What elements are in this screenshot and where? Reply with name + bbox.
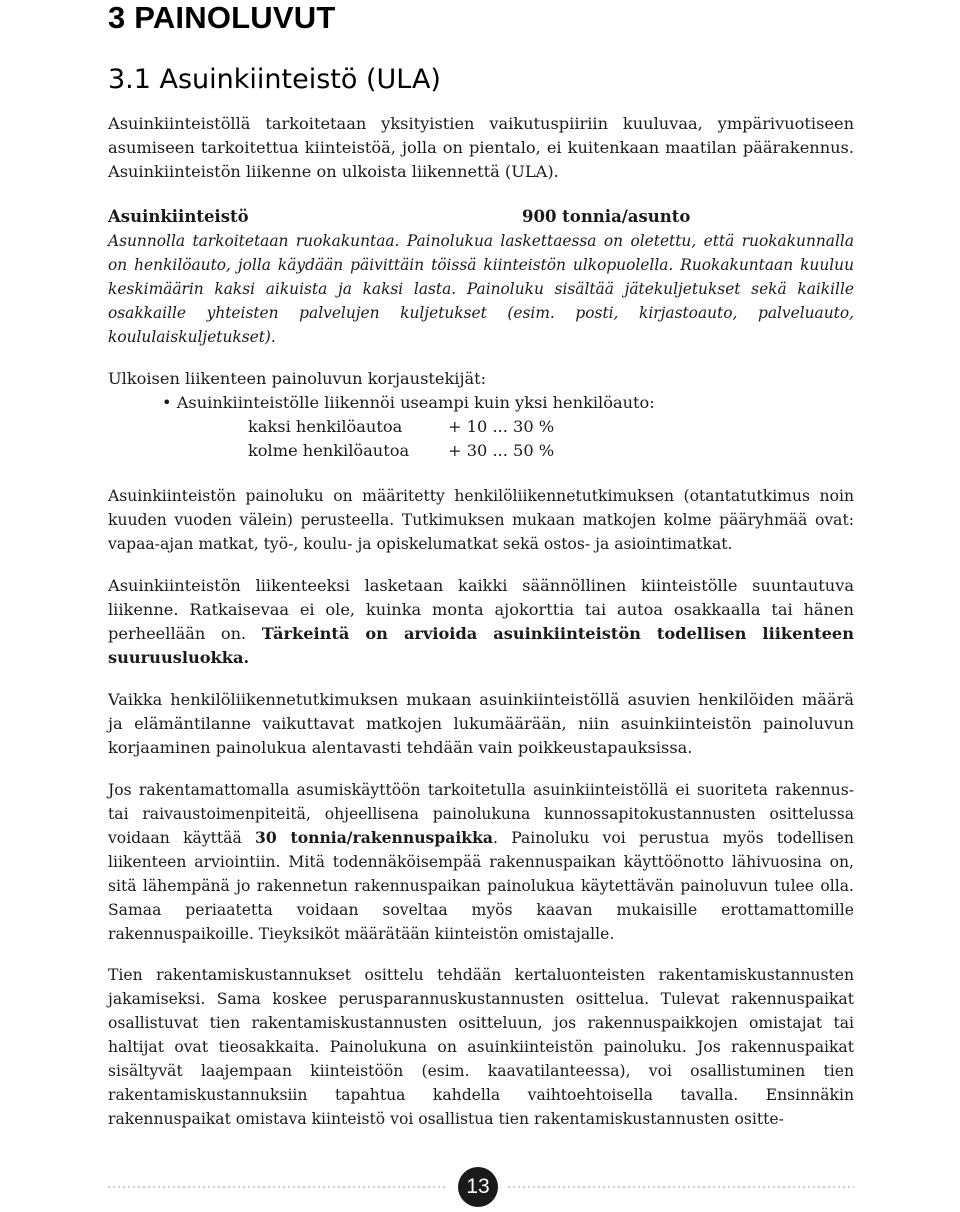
paragraph-traffic (108, 574, 854, 670)
correction-label: kolme henkilöautoa (248, 441, 410, 460)
intro-paragraph: Asuinkiinteistöllä tarkoitetaan yksityistien vaikutuspiiriin kuuluvaa, ympärivuotiseen asumiseen tarkoitettua kiinteistöä, jolla on pientalo, ei kuitenkaan maatilan päärakennus. Asuinkiinteistön liikenne on ulkoista liikennettä (ULA). (108, 114, 854, 181)
paragraph-unbuilt-emphasis: 30 tonnia/rakennuspaikka (255, 828, 493, 847)
category-name: Asuinkiinteistö (108, 207, 249, 226)
category-value: 900 tonnia/asunto (522, 207, 691, 226)
section-heading: 3.1 Asuinkiinteistö (ULA) (108, 64, 441, 95)
paragraph-construction-costs: Tien rakentamiskustannukset osittelu tehdään kertaluonteisten rakentamiskustannusten jakamiseksi. Sama koskee perusparannuskustannusten osittelua. Tulevat rakennuspaikat osallistuvat tien rakentamiskustannusten ositteluun, jos rakennuspaikkojen omistajat tai haltijat ovat tieosakkaita. Painolukuna on asuinkiinteistön painoluku. Jos rakennuspaikat sisältyvät laajempaan kiinteistöön (esim. kaavatilanteessa), voi osallistuminen tien rakentamiskustannuksiin tapahtua kahdella vaihtoehtoisella tavalla. Ensinnäkin rakennuspaikat omistava kiinteistö voi osallistua tien rakentamiskustannusten ositte- (108, 966, 854, 1128)
paragraph-exceptions: Vaikka henkilöliikennetutkimuksen mukaan asuinkiinteistöllä asuvien henkilöiden määrä ja elämäntilanne vaikuttavat matkojen lukumäärään, niin asuinkiinteistön painoluvun korjaaminen painolukua alentavasti tehdään vain poikkeustapauksissa. (108, 690, 854, 757)
page-number-badge: 13 (458, 1167, 498, 1207)
category-description: Asunnolla tarkoitetaan ruokakuntaa. Painolukua laskettaessa on oletettu, että ruokakunnalla on henkilöauto, jolla käydään päivittäin töissä kiinteistön ulkopuolella. Ruokakuntaan kuuluu keskimäärin kaksi aikuista ja kaksi lasta. Painoluku sisältää jätekuljetukset sekä kaikille osakkaille yhteisten palvelujen kuljetukset (esim. posti, kirjastoauto, palveluauto, koululaiskuljetukset). (108, 232, 854, 346)
paragraph-unbuilt-text: Jos rakentamattomalla asumiskäyttöön tarkoitetulla asuinkiinteistöllä ei suoriteta rakennus- tai raivaustoimenpiteitä, ohjeellisena painolukuna kunnossapitokustannusten osittelussa voidaan käyttää (108, 781, 854, 847)
correction-label: kaksi henkilöautoa (248, 417, 403, 436)
footer-rule-right (508, 1186, 854, 1188)
bullet-text: Asuinkiinteistölle liikennöi useampi kuin yksi henkilöauto: (176, 393, 655, 412)
corrections-title: Ulkoisen liikenteen painoluvun korjaustekijät: (108, 369, 487, 388)
paragraph-traffic-emphasis: Tärkeintä on arvioida asuinkiinteistön todellisen liikenteen suuruusluokka. (108, 624, 854, 667)
paragraph-survey: Asuinkiinteistön painoluku on määritetty henkilöliikennetutkimuksen (otantatutkimus noin kuuden vuoden välein) perusteella. Tutkimuksen mukaan matkojen kolme pääryhmää ovat: vapaa-ajan matkat, työ-, koulu- ja opiskelumatkat sekä ostos- ja asiointimatkat. (108, 487, 854, 553)
bullet-dot: • (162, 393, 172, 412)
footer-rule-left (108, 1186, 448, 1188)
paragraph-traffic-text: Asuinkiinteistön liikenteeksi lasketaan kaikki säännöllinen kiinteistölle suuntautuva liikenne. Ratkaisevaa ei ole, kuinka monta ajokorttia tai autoa osakkaalla tai hänen perheellään on. (108, 576, 854, 643)
category-row (108, 205, 854, 229)
corrections-bullet (162, 391, 655, 415)
correction-value: + 30 ... 50 % (448, 441, 555, 460)
chapter-heading: 3 PAINOLUVUT (108, 0, 336, 35)
paragraph-unbuilt-rest: . Painoluku voi perustua myös todellisen liikenteen arviointiin. Mitä todennäköisempää rakennuspaikan käyttöönotto lähivuosina on, sitä lähempänä jo rakennetun rakennuspaikan painolukua käytettävän painoluvun tulee olla. Samaa periaatetta voidaan soveltaa myös kaavan mukaisille erottamattomille rakennuspaikoille. Tieyksiköt määrätään kiinteistön omistajalle. (108, 829, 854, 943)
correction-value: + 10 ... 30 % (448, 417, 555, 436)
paragraph-unbuilt (108, 778, 854, 946)
